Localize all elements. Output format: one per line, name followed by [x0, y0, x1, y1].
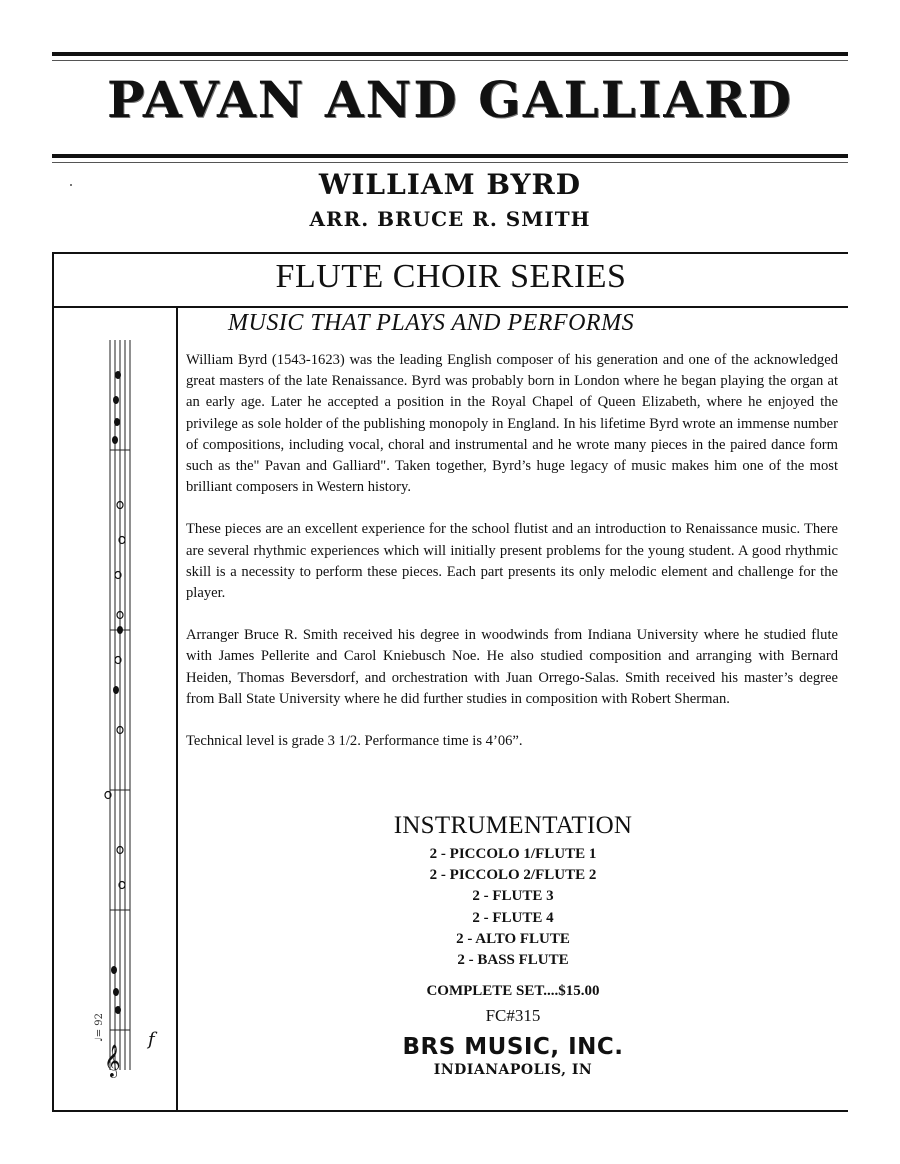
instrument-item: 2 - FLUTE 4: [472, 909, 554, 926]
paragraph-pedagogy: These pieces are an excellent experience for the school flutist and an introduction to Renaissance music. There are several rhythmic experiences which will initially present problems for the young student. A good rhythmic skill is a necessity to perform these pieces. Each part presents its only melodic element and challenge for the player.: [186, 521, 838, 602]
set-price: COMPLETE SET....$15.00: [426, 983, 600, 1000]
paragraph-arranger: Arranger Bruce R. Smith received his degree in woodwinds from Indiana University where he studied flute with James Pellerite and Carol Kniebusch Noe. He also studied composition and arranging with Bernard Heiden, Thomas Beversdorf, and orchestration with Juan Orrego-Salas. Smith received his master’s degree from Ball State University where he did further studies in composition with Robert Sherman.: [186, 627, 838, 707]
series-tagline: MUSIC THAT PLAYS AND PERFORMS: [228, 310, 635, 336]
description-body: [186, 350, 838, 773]
publisher-location: INDIANAPOLIS, IN: [433, 1062, 593, 1079]
score-excerpt: [90, 330, 160, 1090]
instrument-item: 2 - ALTO FLUTE: [456, 930, 570, 947]
series-heading: FLUTE CHOIR SERIES: [275, 258, 627, 295]
instrument-item: 2 - FLUTE 3: [472, 888, 554, 905]
box-bottom-border: [52, 1110, 848, 1112]
composer-name: WILLIAM BYRD: [318, 168, 582, 201]
instrument-item: 2 - PICCOLO 2/FLUTE 2: [429, 867, 597, 884]
tempo-marking: ♩= 92: [94, 1013, 105, 1042]
series-divider: [52, 306, 848, 308]
publisher-name: BRS MUSIC, INC.: [402, 1034, 624, 1061]
instrument-item: 2 - PICCOLO 1/FLUTE 1: [429, 846, 597, 862]
box-left-border: [52, 252, 54, 1112]
instrumentation-list: [178, 844, 848, 971]
title-rule-thin: [52, 162, 848, 163]
paragraph-technical: Technical level is grade 3 1/2. Performance time is 4’06”.: [186, 733, 523, 750]
arranger-name: ARR. BRUCE R. SMITH: [309, 207, 591, 231]
instrumentation-title: INSTRUMENTATION: [393, 812, 633, 839]
instrumentation-section: [178, 812, 848, 1078]
title-rule-thick: [52, 154, 848, 158]
treble-clef-icon: 𝄞: [104, 1044, 121, 1077]
instrument-item: 2 - BASS FLUTE: [457, 952, 569, 969]
top-rule-thick: [52, 52, 848, 56]
top-rule-thin: [52, 60, 848, 61]
dynamic-marking: f: [148, 1029, 155, 1050]
catalog-number: FC#315: [485, 1006, 541, 1026]
box-top-border: [52, 252, 848, 254]
page-title: PAVAN AND GALLIARD: [106, 70, 794, 129]
paragraph-biography: William Byrd (1543-1623) was the leading English composer of his generation and one of the acknowledged great masters of the late Renaissance. Byrd was probably born in London where he began playing the organ at an early age. Later he accepted a position in the Royal Chapel of Queen Elizabeth, where he enjoyed the privilege as sole holder of the publishing monopoly in England. In his lifetime Byrd wrote an immense number of compositions, including vocal, choral and instrumental and he wrote many pieces in the paired dance form such as the" Pavan and Galliard". Taken together, Byrd’s huge legacy of music makes him one of the most brilliant composers in Western history.: [186, 352, 838, 496]
